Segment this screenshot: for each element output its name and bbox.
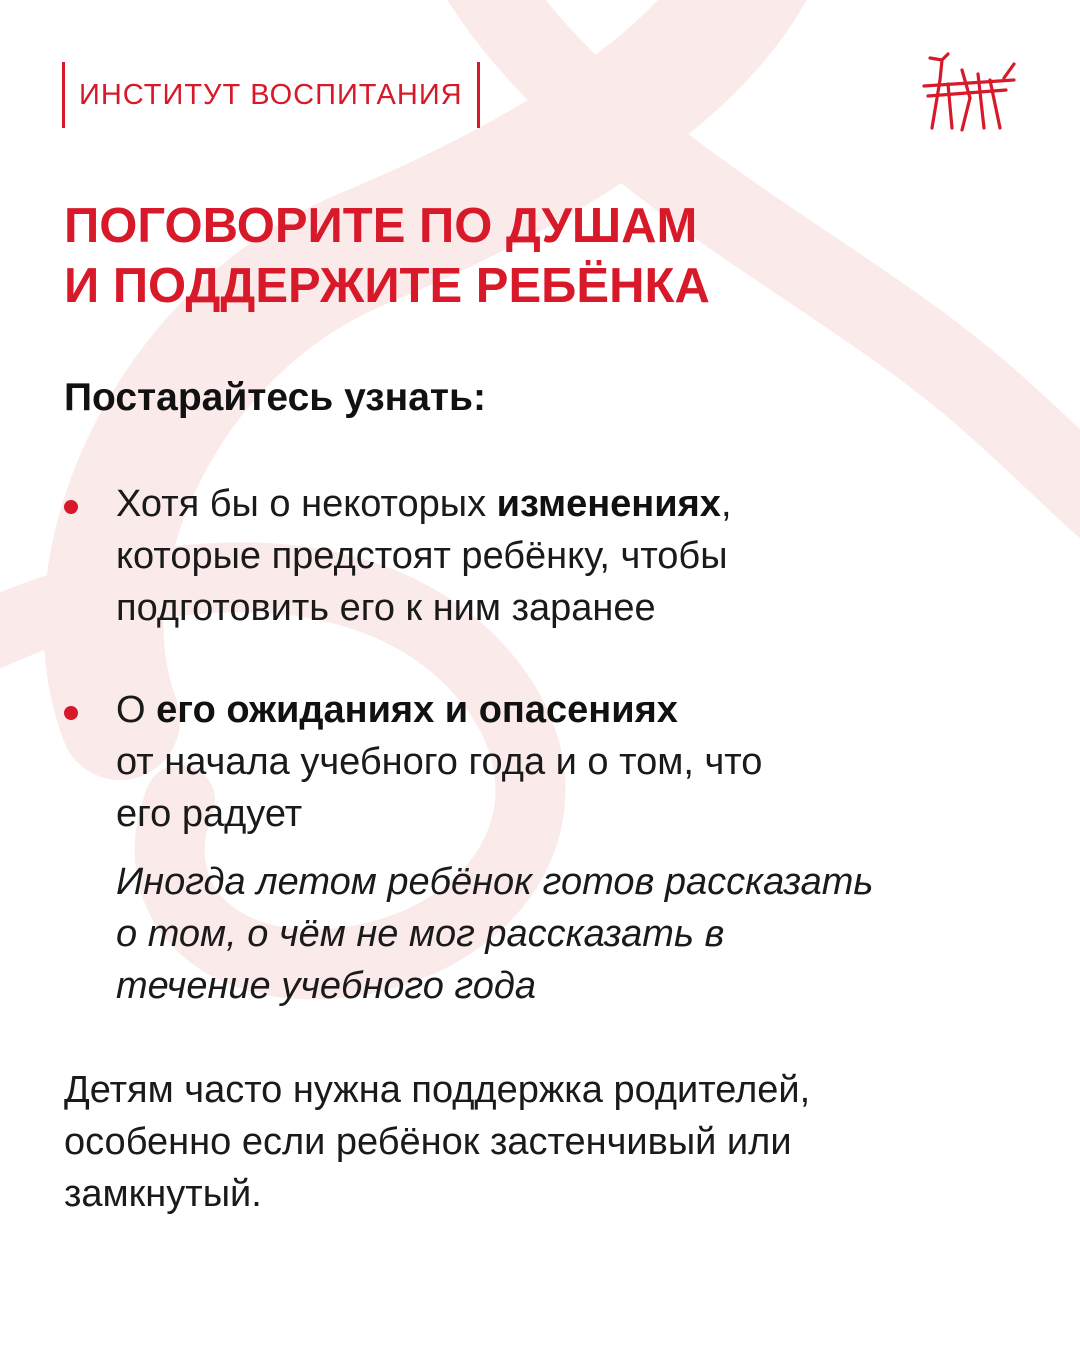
- bullet-text-emphasis: его ожиданиях и опасениях: [156, 689, 678, 731]
- closing-paragraph: [64, 1064, 1044, 1220]
- bullet-line-1: [116, 684, 1036, 736]
- bullet-dot: [64, 706, 78, 720]
- note-line-1: Иногда летом ребёнок готов рассказать: [116, 861, 874, 903]
- note-line-2: о том, о чём не мог рассказать в: [116, 913, 725, 955]
- bullet-line-2: от начала учебного года и о том, что: [116, 741, 763, 783]
- bullet-line-3: подготовить его к ним заранее: [116, 587, 656, 629]
- headline-line-1: ПОГОВОРИТЕ ПО ДУШАМ: [64, 199, 698, 253]
- bullet-text-prefix: Хотя бы о некоторых: [116, 483, 497, 525]
- closing-line-1: Детям часто нужна поддержка родителей,: [64, 1069, 811, 1111]
- closing-line-3: замкнутый.: [64, 1173, 262, 1215]
- bullet-text-suffix: ,: [720, 483, 732, 525]
- brand-name: ИНСТИТУТ ВОСПИТАНИЯ: [79, 78, 463, 111]
- bullet-text-prefix: О: [116, 689, 157, 731]
- subheading: Постарайтесь узнать:: [64, 376, 486, 419]
- italic-note: [116, 856, 1036, 1012]
- bullet-line-2: которые предстоят ребёнку, чтобы: [116, 535, 728, 577]
- bullet-text: [116, 684, 1036, 840]
- bullet-text-emphasis: изменениях: [496, 483, 721, 525]
- headline: [64, 196, 1024, 316]
- horse-logo-icon: [918, 50, 1022, 140]
- brand-badge: [62, 62, 480, 128]
- bullet-dot: [64, 500, 78, 514]
- bullet-line-3: его радует: [116, 793, 303, 835]
- headline-line-2: И ПОДДЕРЖИТЕ РЕБЁНКА: [64, 259, 710, 313]
- bullet-line-1: [116, 478, 1036, 530]
- note-line-3: течение учебного года: [116, 965, 537, 1007]
- bullet-text: [116, 478, 1036, 634]
- closing-line-2: особенно если ребёнок застенчивый или: [64, 1121, 792, 1163]
